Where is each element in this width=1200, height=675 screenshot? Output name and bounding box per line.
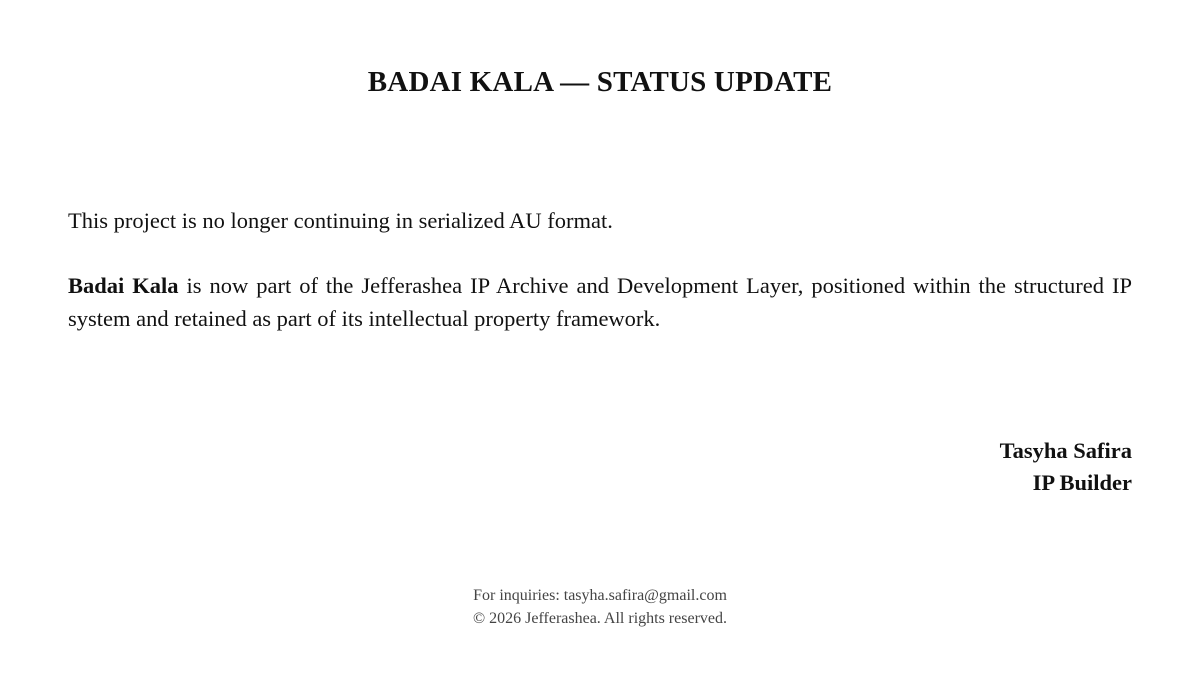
signature-name: Tasyha Safira [999,438,1132,463]
footer [0,584,1200,630]
status-paragraph: This project is no longer continuing in serialized AU format. [68,208,613,233]
signature-block [1000,435,1132,499]
signature-role: IP Builder [1032,470,1132,495]
footer-inquiries: For inquiries: tasyha.safira@gmail.com [473,587,727,604]
footer-copyright: © 2026 Jefferashea. All rights reserved. [472,610,727,627]
page-title: BADAI KALA — STATUS UPDATE [367,66,833,98]
archive-paragraph-text: is now part of the Jefferashea IP Archive and Development Layer, positioned within the structured IP system and retained as part of its intellectual property framework. [68,273,1132,331]
project-name: Badai Kala [68,273,179,298]
archive-paragraph [68,269,1132,335]
